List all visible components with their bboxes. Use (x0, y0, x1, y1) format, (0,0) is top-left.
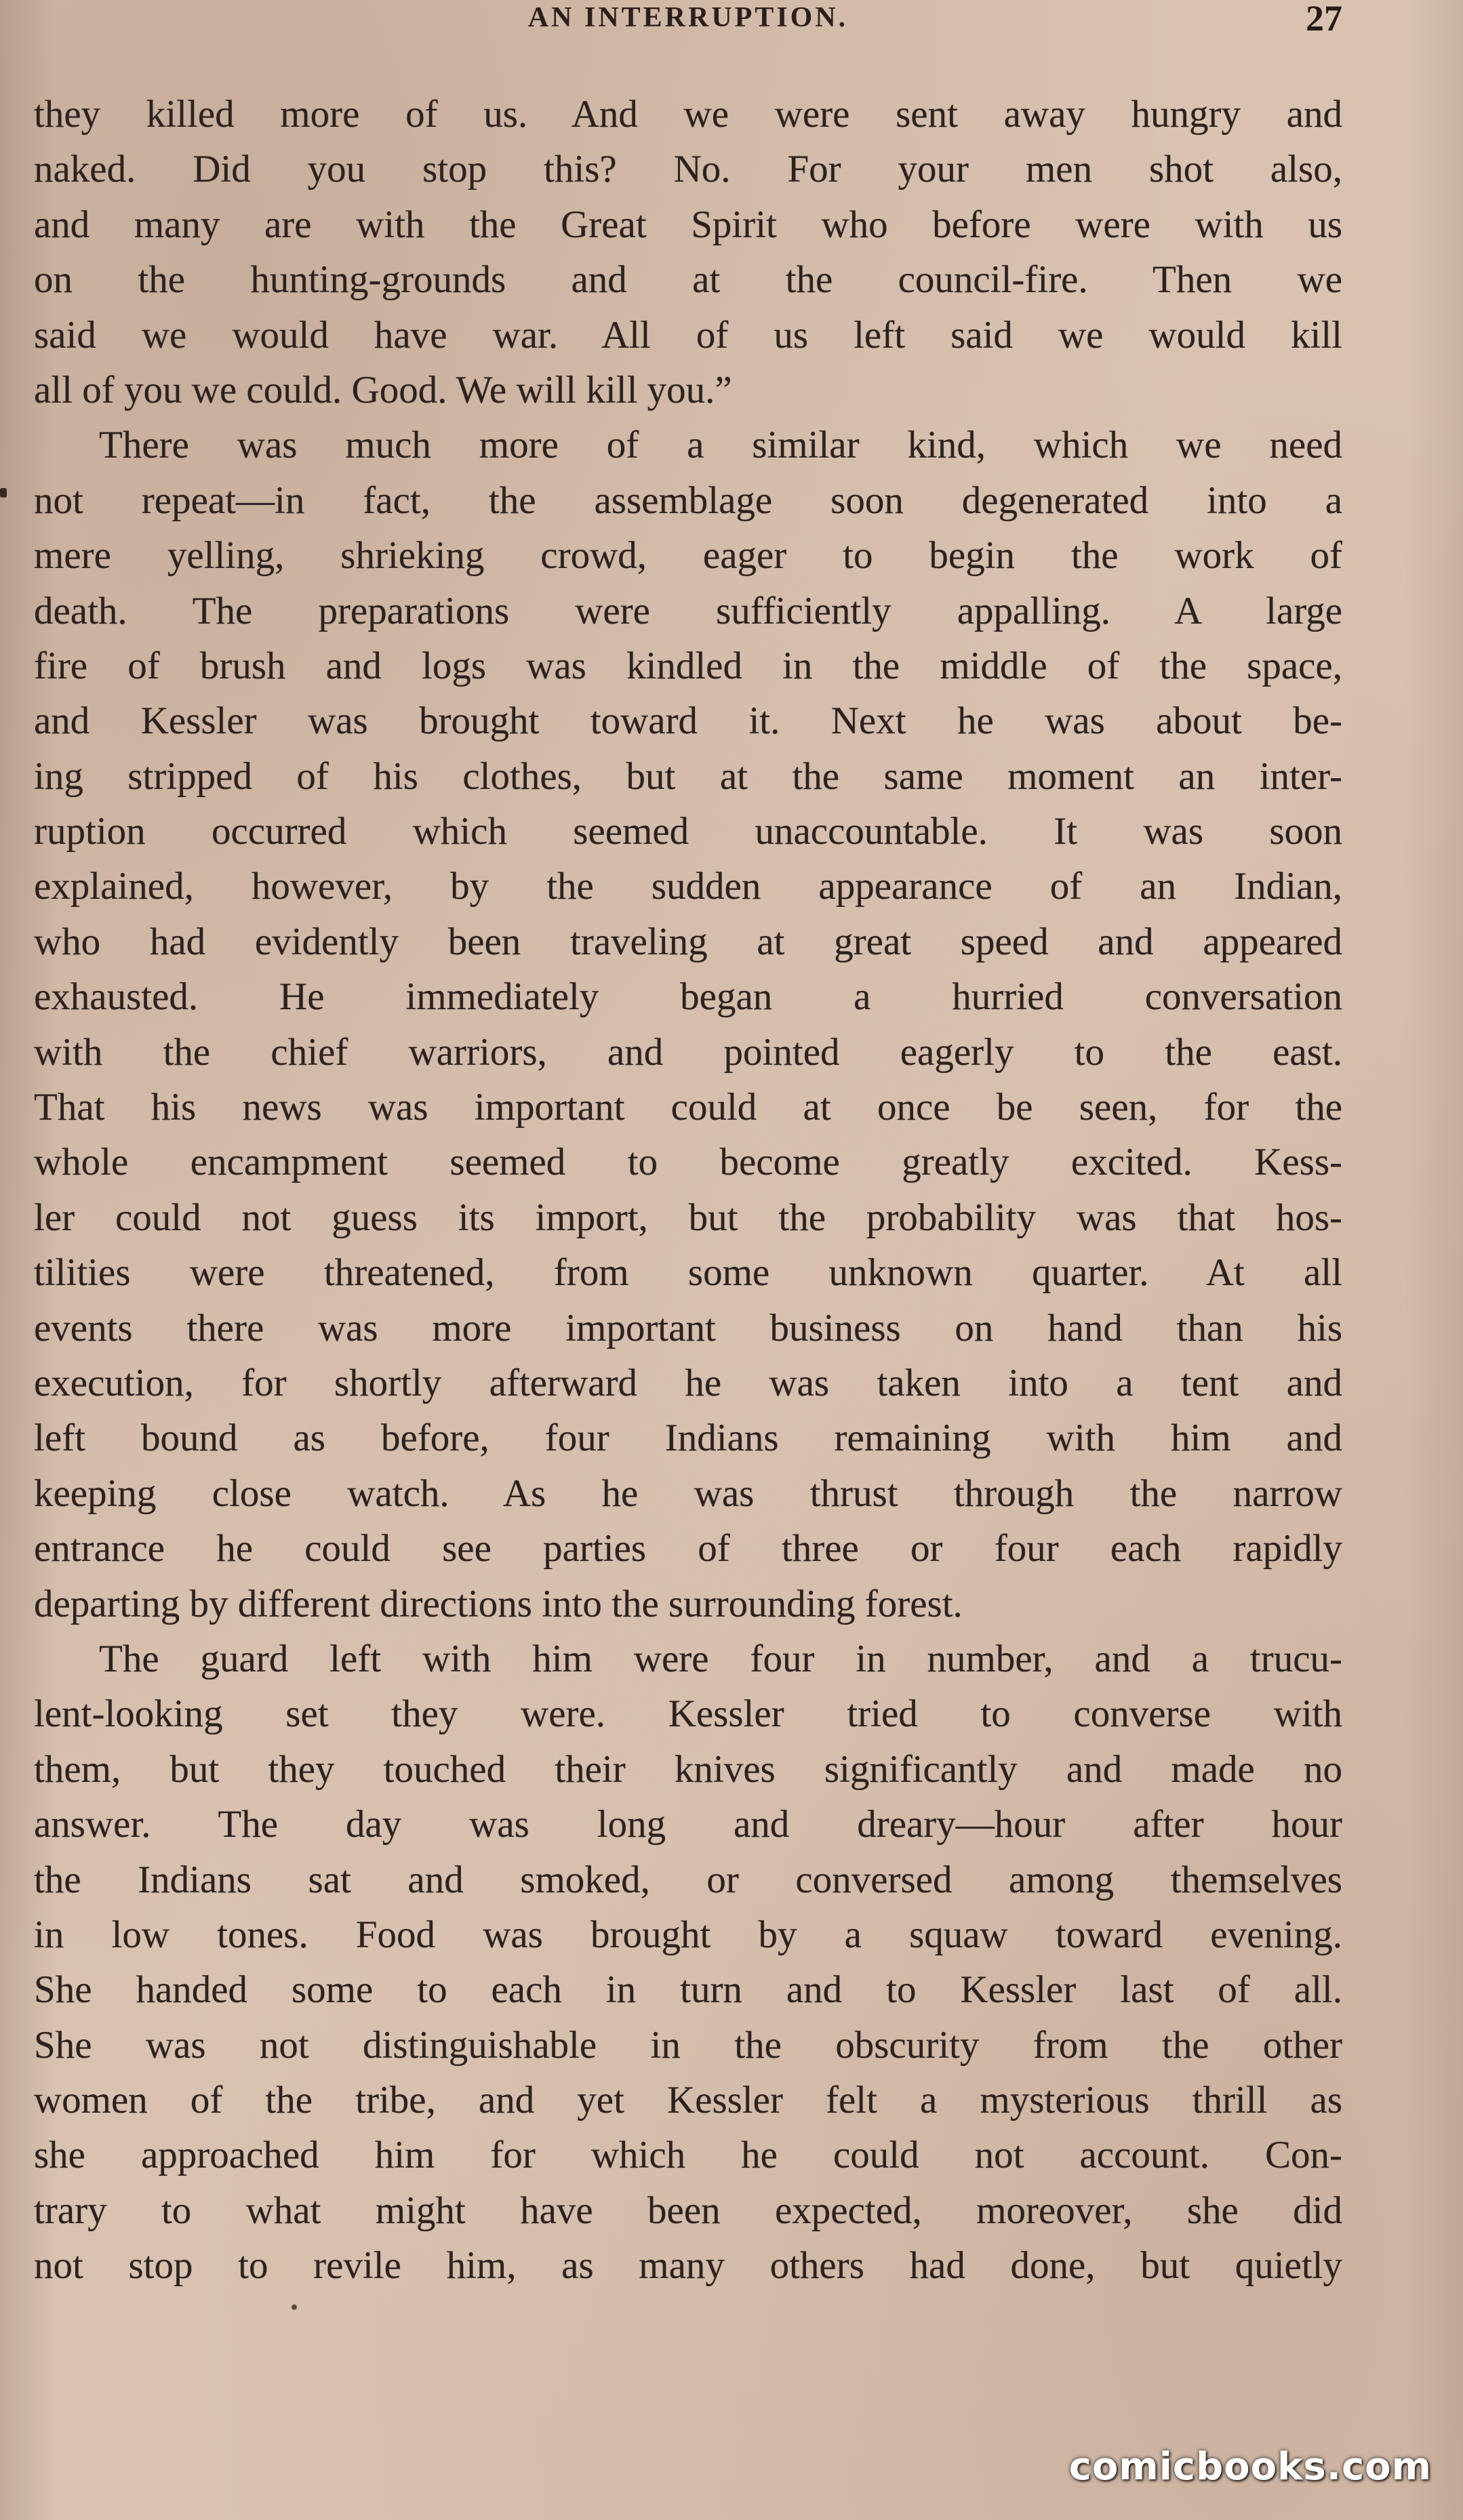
text-line: in low tones. Food was brought by a squaw toward evening. (34, 1913, 1342, 1956)
text-line: events there was more important business on hand than his (34, 1306, 1342, 1349)
text-line: departing by different directions into the surrounding forest. (34, 1582, 963, 1625)
text-line: they killed more of us. And we were sent away hungry and (34, 93, 1342, 136)
text-line: naked. Did you stop this? No. For your men shot also, (34, 148, 1342, 191)
text-line: She handed some to each in turn and to Kessler last of all. (34, 1968, 1342, 2012)
text-line: trary to what might have been expected, moreover, she did (34, 2189, 1342, 2232)
text-line: and Kessler was brought toward it. Next he was about be- (34, 699, 1342, 743)
running-title: AN INTERRUPTION. (527, 2, 849, 33)
text-line: fire of brush and logs was kindled in the middle of the space, (34, 644, 1342, 687)
text-line: tilities were threatened, from some unknown quarter. At all (34, 1251, 1342, 1295)
text-line: she approached him for which he could not account. Con- (34, 2134, 1342, 2177)
text-line: That his news was important could at once be seen, for the (34, 1086, 1342, 1129)
text-line: not stop to revile him, as many others had done, but quietly (34, 2244, 1342, 2288)
text-line: women of the tribe, and yet Kessler felt a mysterious thrill as (34, 2079, 1342, 2122)
text-line: execution, for shortly afterward he was taken into a tent and (34, 1361, 1342, 1404)
text-line: them, but they touched their knives significantly and made no (34, 1747, 1342, 1791)
text-line: death. The preparations were sufficiently appalling. A large (34, 589, 1342, 632)
watermark: comicbooks.com (1068, 2445, 1432, 2489)
margin-ink-mark (0, 488, 7, 497)
text-line: ler could not guess its import, but the probability was that hos- (34, 1196, 1342, 1239)
text-line: not repeat—in fact, the assemblage soon degenerated into a (34, 479, 1342, 522)
text-body (34, 87, 1342, 2294)
paper-speck (292, 2304, 297, 2310)
text-line: There was much more of a similar kind, which we need (99, 424, 1342, 467)
text-line: said we would have war. All of us left said we would kill (34, 313, 1342, 357)
text-line: lent-looking set they were. Kessler tried to converse with (34, 1692, 1342, 1736)
text-line: whole encampment seemed to become greatly excited. Kess- (34, 1141, 1342, 1184)
text-line: left bound as before, four Indians remaining with him and (34, 1417, 1342, 1460)
text-line: explained, however, by the sudden appearance of an Indian, (34, 865, 1342, 908)
text-line: with the chief warriors, and pointed eagerly to the east. (34, 1030, 1342, 1074)
text-line: on the hunting-grounds and at the council-fire. Then we (34, 258, 1342, 302)
text-line: and many are with the Great Spirit who before were with us (34, 203, 1342, 246)
page-number: 27 (1306, 0, 1342, 39)
text-line: keeping close watch. As he was thrust through the narrow (34, 1471, 1342, 1515)
text-line: The guard left with him were four in number, and a trucu- (99, 1637, 1342, 1680)
text-line: She was not distinguishable in the obscurity from the other (34, 2023, 1342, 2067)
text-line: ing stripped of his clothes, but at the same moment an inter- (34, 754, 1342, 798)
page-header (34, 0, 1342, 41)
text-line: who had evidently been traveling at great speed and appeared (34, 920, 1342, 963)
text-line: entrance he could see parties of three or four each rapidly (34, 1527, 1342, 1570)
text-line: answer. The day was long and dreary—hour after hour (34, 1803, 1342, 1846)
text-line: exhausted. He immediately began a hurried conversation (34, 975, 1342, 1019)
text-line: mere yelling, shrieking crowd, eager to begin the work of (34, 534, 1342, 577)
text-line: all of you we could. Good. We will kill you.” (34, 368, 732, 411)
text-line: the Indians sat and smoked, or conversed among themselves (34, 1858, 1342, 1901)
text-line: ruption occurred which seemed unaccountable. It was soon (34, 810, 1342, 853)
